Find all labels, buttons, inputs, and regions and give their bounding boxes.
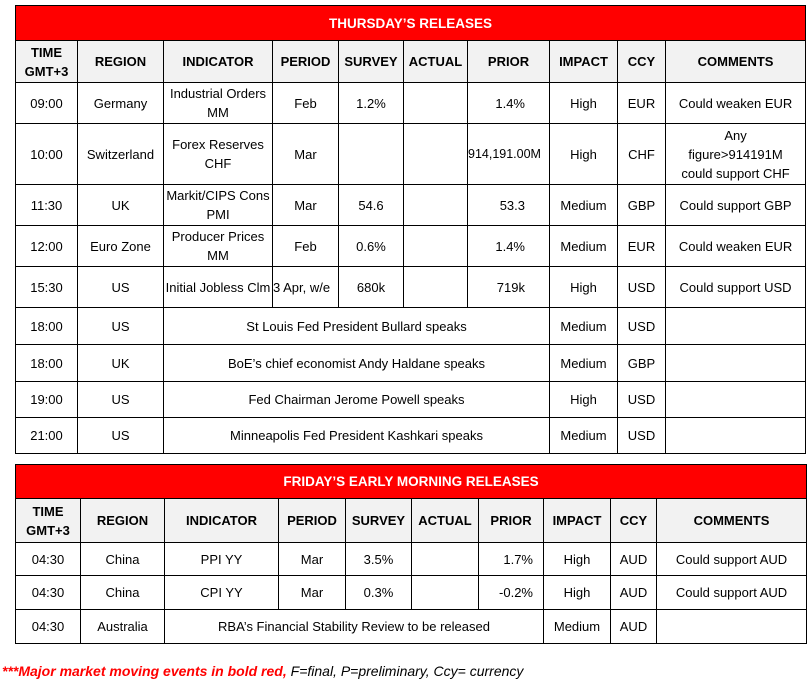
header-indicator: INDICATOR (165, 499, 279, 543)
cell-prior: 719k (468, 267, 550, 308)
header-comments: COMMENTS (666, 41, 806, 83)
cell-indicator: CPI YY (165, 576, 279, 610)
friday-releases-table (15, 464, 807, 644)
cell-period: 3 Apr, w/e (273, 267, 339, 308)
cell-comments (666, 418, 806, 454)
header-indicator: INDICATOR (164, 41, 273, 83)
cell-time: 15:30 (16, 267, 78, 308)
cell-event: Minneapolis Fed President Kashkari speaks (164, 418, 550, 454)
header-actual: ACTUAL (404, 41, 468, 83)
cell-time: 04:30 (16, 576, 81, 610)
table-row (16, 124, 806, 185)
cell-ccy: AUD (611, 610, 657, 644)
table-row (16, 267, 806, 308)
cell-impact: High (550, 382, 618, 418)
cell-time: 21:00 (16, 418, 78, 454)
cell-ccy: USD (618, 382, 666, 418)
header-survey: SURVEY (346, 499, 412, 543)
cell-event: St Louis Fed President Bullard speaks (164, 308, 550, 345)
event-row (16, 610, 807, 644)
header-time-line2: GMT+3 (26, 522, 70, 538)
cell-actual (412, 543, 479, 576)
cell-impact: High (544, 576, 611, 610)
cell-region: Germany (78, 83, 164, 124)
cell-region: UK (78, 345, 164, 382)
cell-region: China (81, 543, 165, 576)
cell-period: Feb (273, 83, 339, 124)
cell-region: US (78, 418, 164, 454)
table-title: FRIDAY’S EARLY MORNING RELEASES (16, 465, 807, 499)
header-ccy: CCY (611, 499, 657, 543)
header-row (16, 41, 806, 83)
cell-ccy: AUD (611, 543, 657, 576)
cell-survey: 3.5% (346, 543, 412, 576)
footnote-legend: F=final, P=preliminary, Ccy= currency (286, 663, 524, 679)
table-row (16, 543, 807, 576)
cell-comments (666, 345, 806, 382)
cell-comments: Any figure>914191M could support CHF (666, 124, 806, 185)
cell-impact: Medium (550, 226, 618, 267)
cell-comments: Could support USD (666, 267, 806, 308)
header-row (16, 499, 807, 543)
cell-survey: 0.3% (346, 576, 412, 610)
cell-ccy: EUR (618, 226, 666, 267)
cell-region: Switzerland (78, 124, 164, 185)
footnote (2, 663, 523, 679)
event-row (16, 382, 806, 418)
cell-region: China (81, 576, 165, 610)
cell-impact: High (550, 83, 618, 124)
cell-impact: Medium (550, 308, 618, 345)
cell-impact: High (550, 124, 618, 185)
cell-prior: -0.2% (479, 576, 544, 610)
cell-actual (412, 576, 479, 610)
cell-comments: Could weaken EUR (666, 226, 806, 267)
cell-indicator: Markit/CIPS Cons PMI (164, 185, 273, 226)
cell-period: Mar (279, 576, 346, 610)
cell-impact: Medium (550, 185, 618, 226)
cell-ccy: EUR (618, 83, 666, 124)
cell-ccy: USD (618, 308, 666, 345)
cell-comments: Could support AUD (657, 576, 807, 610)
cell-comments: Could support GBP (666, 185, 806, 226)
cell-indicator: Producer Prices MM (164, 226, 273, 267)
header-time (16, 499, 81, 543)
table-title: THURSDAY’S RELEASES (16, 6, 806, 41)
cell-actual (404, 267, 468, 308)
cell-survey (339, 124, 404, 185)
cell-event: BoE’s chief economist Andy Haldane speaks (164, 345, 550, 382)
header-actual: ACTUAL (412, 499, 479, 543)
cell-period: Feb (273, 226, 339, 267)
header-survey: SURVEY (339, 41, 404, 83)
header-time (16, 41, 78, 83)
event-row (16, 308, 806, 345)
cell-event: Fed Chairman Jerome Powell speaks (164, 382, 550, 418)
event-row (16, 418, 806, 454)
header-period: PERIOD (273, 41, 339, 83)
footnote-emphasis: ***Major market moving events in bold red, (2, 663, 287, 679)
header-period: PERIOD (279, 499, 346, 543)
header-ccy: CCY (618, 41, 666, 83)
cell-region: US (78, 382, 164, 418)
cell-comments (666, 382, 806, 418)
cell-period: Mar (279, 543, 346, 576)
cell-actual (404, 185, 468, 226)
cell-survey: 0.6% (339, 226, 404, 267)
cell-survey: 54.6 (339, 185, 404, 226)
cell-time: 12:00 (16, 226, 78, 267)
header-impact: IMPACT (544, 499, 611, 543)
cell-region: UK (78, 185, 164, 226)
cell-survey: 1.2% (339, 83, 404, 124)
cell-prior: 1.4% (468, 226, 550, 267)
cell-impact: Medium (544, 610, 611, 644)
cell-ccy: USD (618, 418, 666, 454)
cell-ccy: AUD (611, 576, 657, 610)
cell-region: Australia (81, 610, 165, 644)
cell-time: 04:30 (16, 543, 81, 576)
header-impact: IMPACT (550, 41, 618, 83)
cell-prior: 1.4% (468, 83, 550, 124)
header-time-line1: TIME (32, 503, 64, 519)
table-row (16, 576, 807, 610)
cell-actual (404, 83, 468, 124)
cell-indicator: Initial Jobless Clm (164, 267, 273, 308)
cell-ccy: GBP (618, 345, 666, 382)
cell-actual (404, 226, 468, 267)
cell-comments: Could weaken EUR (666, 83, 806, 124)
table-row (16, 185, 806, 226)
cell-time: 10:00 (16, 124, 78, 185)
cell-region: US (78, 308, 164, 345)
header-time-line1: TIME (30, 44, 63, 60)
cell-prior: 1.7% (479, 543, 544, 576)
thursday-releases-table (15, 5, 806, 454)
header-time-line2: GMT+3 (24, 63, 69, 79)
cell-event: RBA’s Financial Stability Review to be released (165, 610, 544, 644)
cell-time: 04:30 (16, 610, 81, 644)
cell-time: 19:00 (16, 382, 78, 418)
cell-prior: 914,191.00M (468, 124, 550, 185)
cell-impact: Medium (550, 345, 618, 382)
header-prior: PRIOR (468, 41, 550, 83)
header-region: REGION (81, 499, 165, 543)
cell-indicator: PPI YY (165, 543, 279, 576)
table-row (16, 226, 806, 267)
cell-time: 09:00 (16, 83, 78, 124)
cell-time: 18:00 (16, 345, 78, 382)
cell-period: Mar (273, 185, 339, 226)
cell-period: Mar (273, 124, 339, 185)
cell-ccy: CHF (618, 124, 666, 185)
cell-time: 11:30 (16, 185, 78, 226)
cell-comments: Could support AUD (657, 543, 807, 576)
cell-time: 18:00 (16, 308, 78, 345)
cell-ccy: USD (618, 267, 666, 308)
cell-comments (666, 308, 806, 345)
cell-impact: High (544, 543, 611, 576)
cell-impact: High (550, 267, 618, 308)
event-row (16, 345, 806, 382)
cell-impact: Medium (550, 418, 618, 454)
header-region: REGION (78, 41, 164, 83)
cell-prior: 53.3 (468, 185, 550, 226)
table-row (16, 83, 806, 124)
header-comments: COMMENTS (657, 499, 807, 543)
cell-actual (404, 124, 468, 185)
cell-indicator: Industrial Orders MM (164, 83, 273, 124)
cell-ccy: GBP (618, 185, 666, 226)
header-prior: PRIOR (479, 499, 544, 543)
cell-region: Euro Zone (78, 226, 164, 267)
cell-comments (657, 610, 807, 644)
cell-indicator: Forex Reserves CHF (164, 124, 273, 185)
cell-region: US (78, 267, 164, 308)
cell-survey: 680k (339, 267, 404, 308)
